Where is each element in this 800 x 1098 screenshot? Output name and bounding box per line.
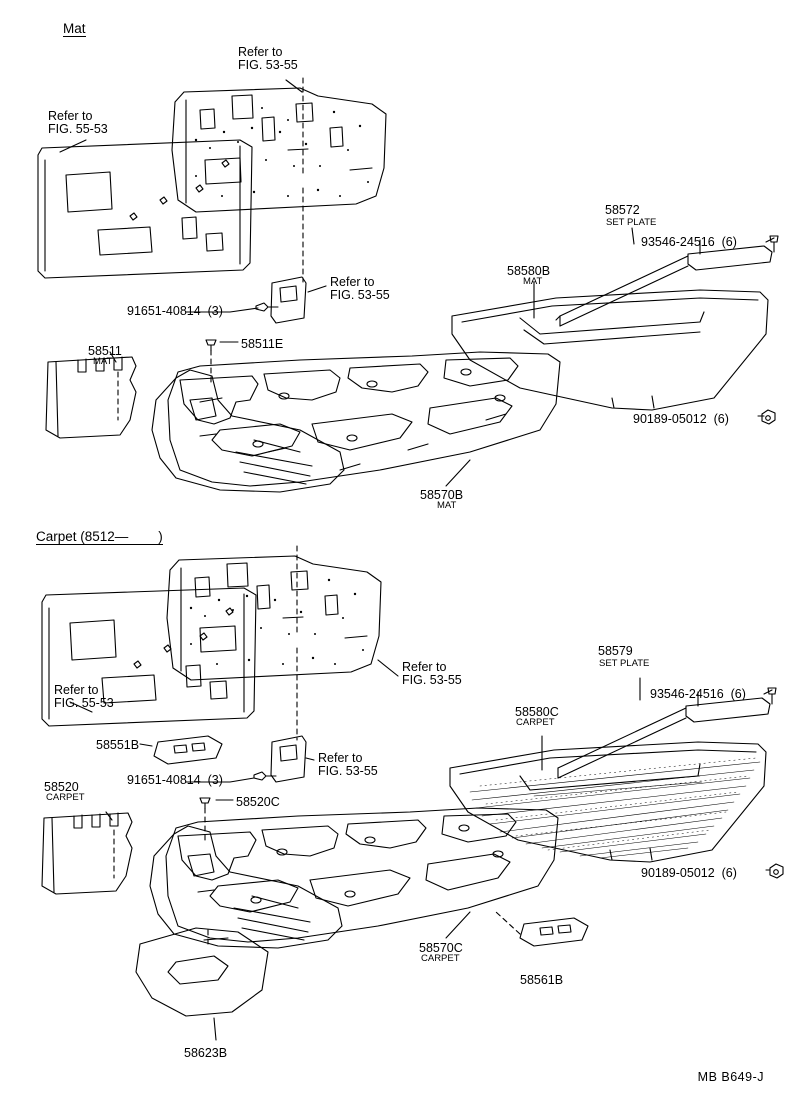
mat-dash-insulator: [172, 88, 386, 212]
label-carpet-90189: 90189-05012 (6): [641, 866, 737, 880]
carpet-front-footwell: [150, 826, 342, 948]
carpet-58623B-piece: [136, 928, 268, 1016]
label-carpet-refer-5553-left: Refer to FIG. 55-53: [54, 683, 114, 710]
carpet-dash-insulator: [167, 556, 381, 680]
carpet-58579-set-plate: [558, 698, 770, 778]
label-mat-58580B: 58580B: [507, 264, 551, 278]
carpet-58520-floor: [42, 813, 132, 894]
label-mat-refer-5553-left: Refer to FIG. 55-53: [48, 109, 108, 136]
label-carpet-93546: 93546-24516 (6): [650, 687, 746, 701]
label-mat-91651: 91651-40814 (3): [127, 304, 223, 318]
mat-58511-floor: [46, 357, 136, 438]
label-carpet-58551B: 58551B: [96, 738, 140, 752]
mat-90189-nut: [762, 410, 775, 424]
label-carpet-refer-5355-right: Refer to FIG. 53-55: [402, 660, 462, 687]
label-carpet-58580C: 58580C: [515, 705, 559, 719]
mat-58511E-screw: [206, 340, 216, 351]
label-carpet-58520C: 58520C: [236, 795, 280, 809]
label-carpet-58579: 58579: [598, 644, 633, 658]
carpet-dash-speckle: [190, 579, 364, 665]
mat-58511E-bracket: [271, 277, 306, 323]
label-mat-58511E: 58511E: [241, 337, 284, 351]
diagram-footer-code: MB B649-J: [697, 1070, 764, 1084]
carpet-90189-nut: [770, 864, 783, 878]
label-mat-58570B-sub: MAT: [437, 500, 457, 511]
label-carpet-58570C-sub: CARPET: [421, 953, 460, 964]
mat-91651-clip: [256, 303, 278, 311]
carpet-leaders: [70, 660, 772, 1040]
carpet-91651-clip: [254, 772, 276, 780]
label-carpet-91651: 91651-40814 (3): [127, 773, 223, 787]
label-mat-58572: 58572: [605, 203, 640, 217]
label-mat-58511-sub: MAT: [93, 356, 113, 367]
label-carpet-58561B: 58561B: [520, 973, 564, 987]
carpet-58520C-bracket: [271, 736, 306, 782]
label-carpet-58623B: 58623B: [184, 1046, 228, 1060]
label-mat-93546: 93546-24516 (6): [641, 235, 737, 249]
label-mat-58570B: 58570B: [420, 488, 464, 502]
label-carpet-58570C: 58570C: [419, 941, 463, 955]
carpet-58520C-screw: [200, 798, 210, 809]
label-mat-refer-5355-top: Refer to FIG. 53-55: [238, 45, 298, 72]
mat-rear-panel-left: [38, 140, 252, 278]
mat-58580B-rear: [452, 290, 768, 410]
carpet-58551B-plate: [154, 736, 222, 764]
label-carpet-58520-sub: CARPET: [46, 792, 85, 803]
carpet-58580C-dots: [480, 758, 756, 850]
label-mat-58580B-sub: MAT: [523, 276, 543, 287]
label-carpet-58520: 58520: [44, 780, 79, 794]
label-carpet-58580C-sub: CARPET: [516, 717, 555, 728]
carpet-58580C-texture: [470, 762, 760, 858]
label-mat-58572-sub: SET PLATE: [606, 217, 657, 228]
label-carpet-refer-5355-mid: Refer to FIG. 53-55: [318, 751, 378, 778]
label-mat-58511: 58511: [88, 344, 122, 358]
mat-93546-bolt: [770, 236, 778, 252]
label-mat-refer-5355-mid: Refer to FIG. 53-55: [330, 275, 390, 302]
carpet-58580C-rear: [450, 742, 766, 862]
section-heading-carpet: Carpet (8512— ): [36, 529, 163, 544]
mat-dash-speckle: [195, 107, 369, 197]
label-mat-90189: 90189-05012 (6): [633, 412, 729, 426]
mat-front-footwell: [152, 370, 344, 492]
section-heading-mat: Mat: [63, 21, 86, 36]
carpet-58561B-plate: [520, 918, 588, 946]
mat-58570B-floor: [168, 352, 560, 486]
carpet-93546-bolt: [768, 688, 776, 704]
mat-58572-set-plate: [556, 246, 772, 326]
label-carpet-58579-sub: SET PLATE: [599, 658, 650, 669]
carpet-58570C-floor: [166, 808, 558, 942]
